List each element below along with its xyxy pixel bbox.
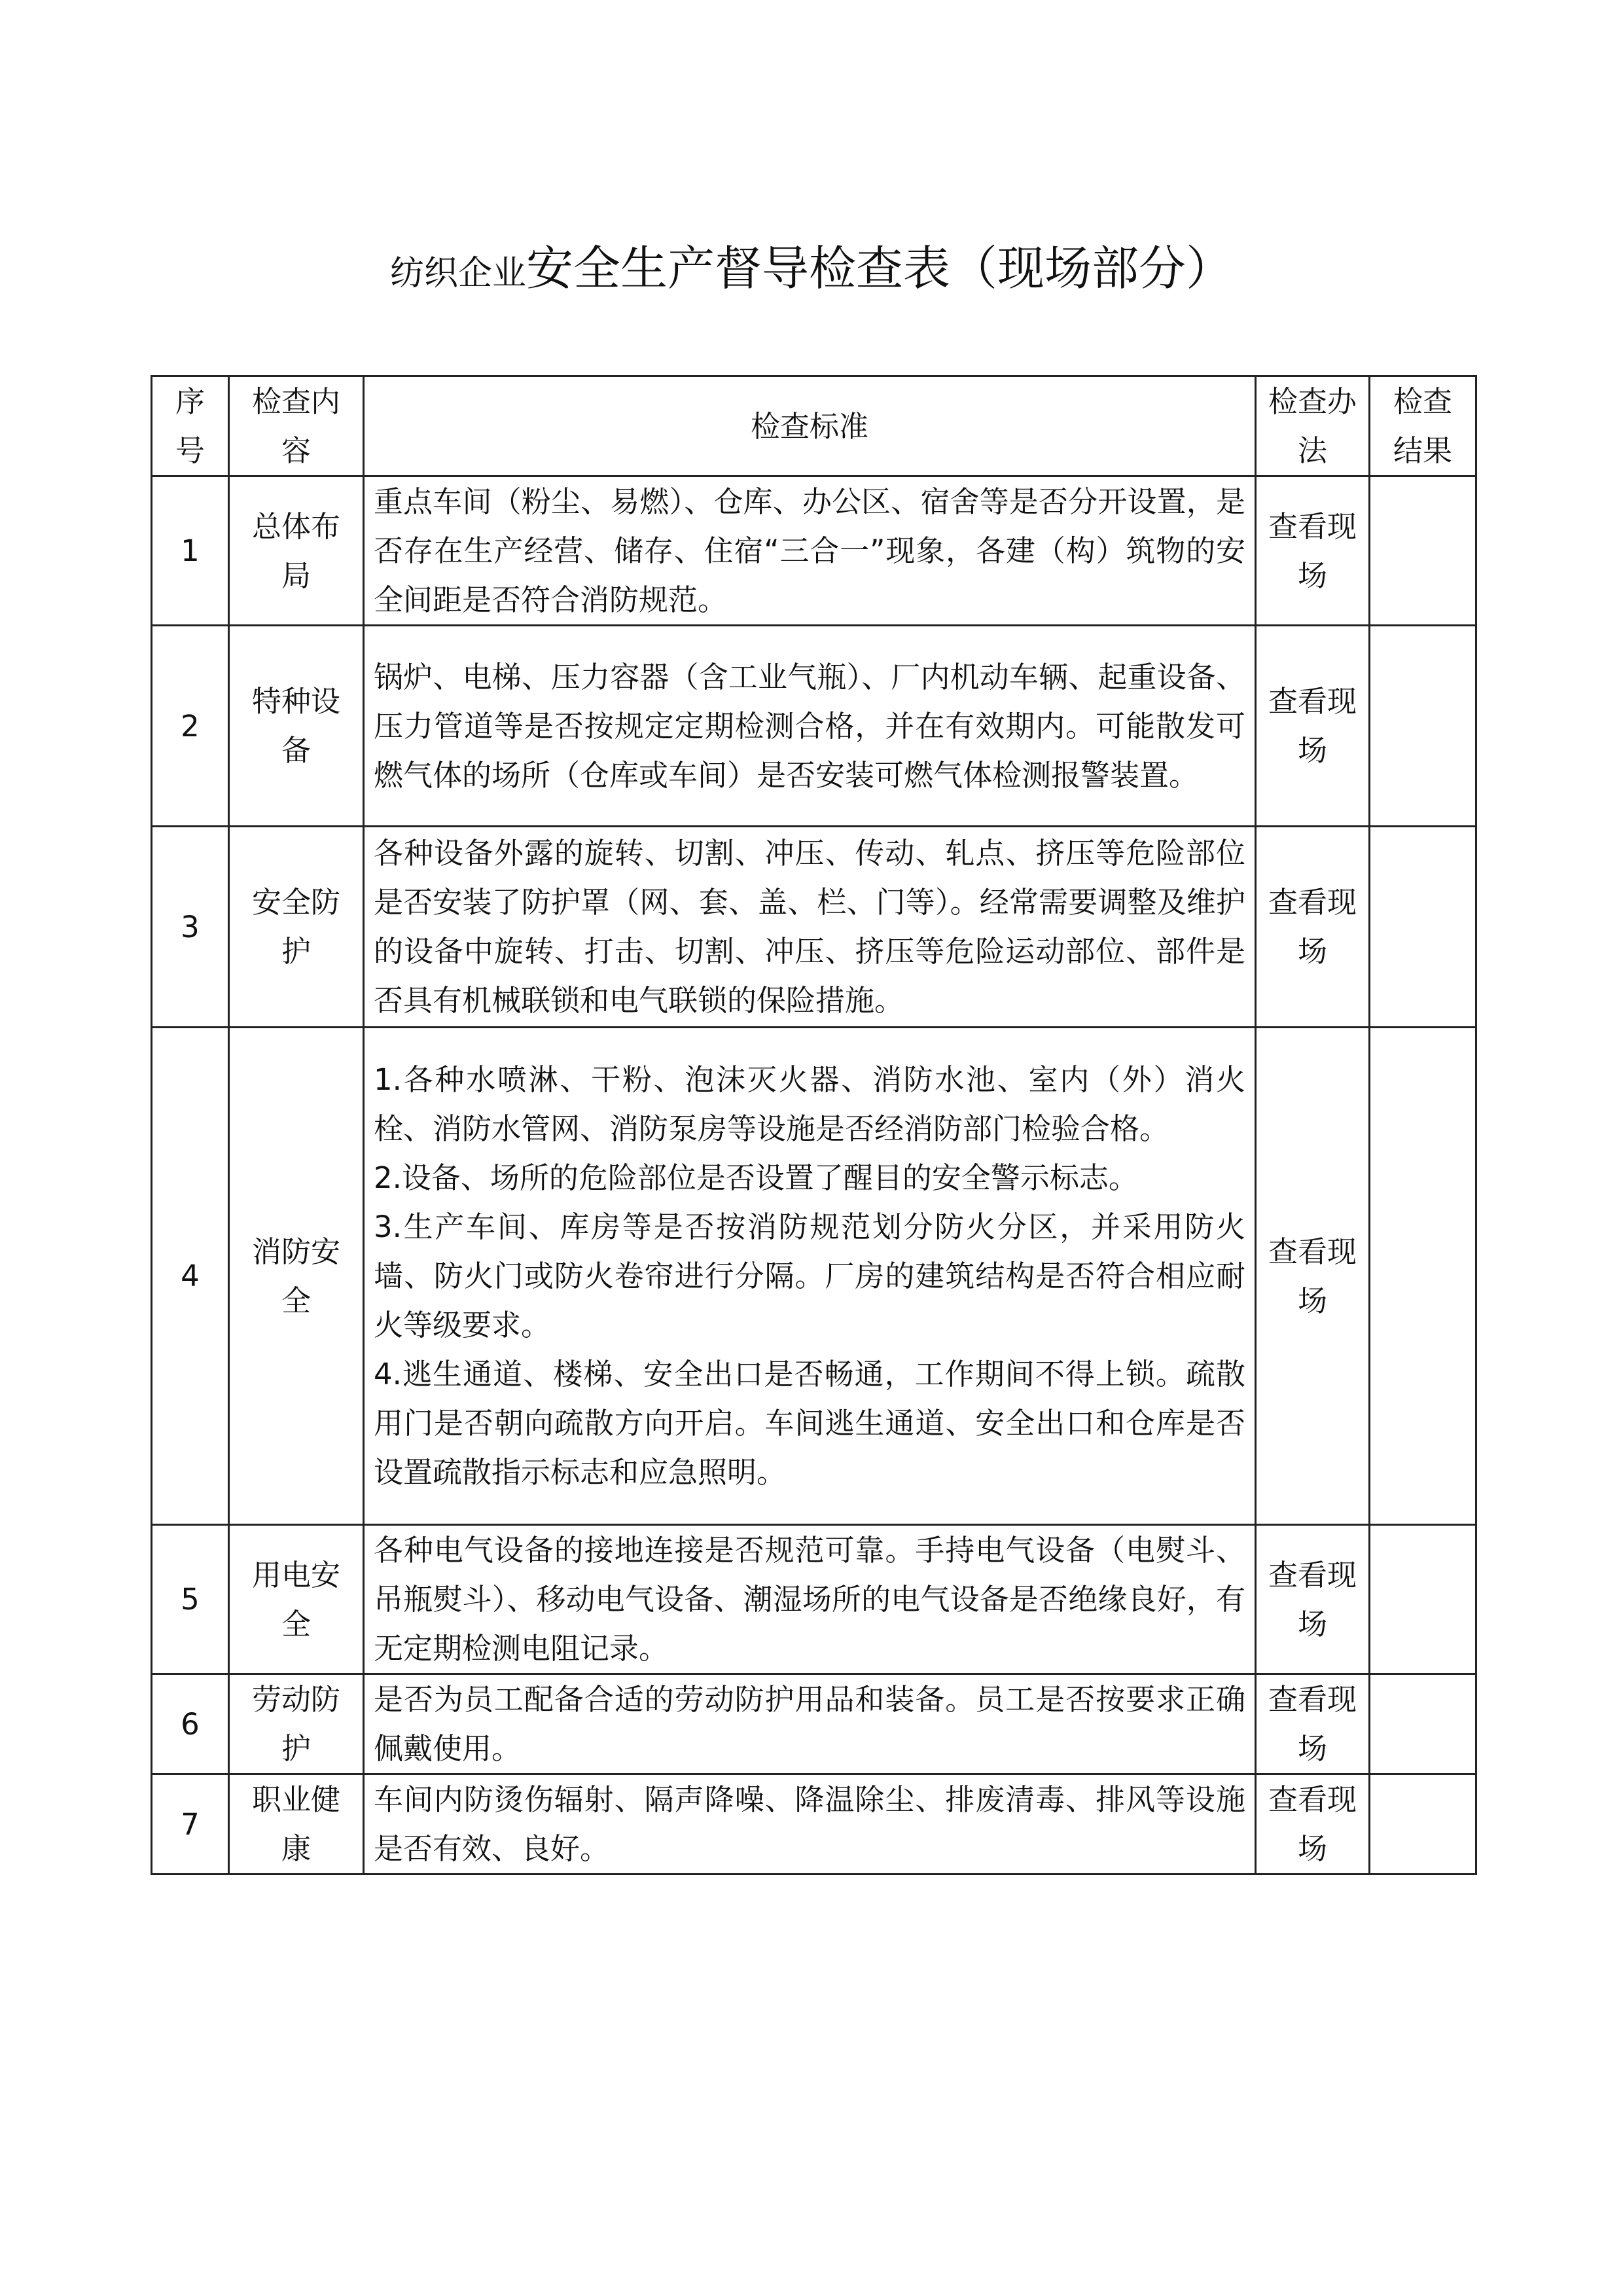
row-item: 用电安全 — [229, 1525, 364, 1674]
row-number: 7 — [152, 1774, 229, 1874]
row-number: 5 — [152, 1525, 229, 1674]
header-item: 检查内容 — [229, 376, 364, 476]
inspection-table — [151, 375, 1477, 1875]
row-result-cell — [1370, 1774, 1476, 1874]
row-standard — [364, 1525, 1256, 1674]
row-result-cell — [1370, 1525, 1476, 1674]
row-standard — [364, 1774, 1256, 1874]
standard-paragraph: 各种电气设备的接地连接是否规范可靠。手持电气设备（电熨斗、吊瓶熨斗）、移动电气设备、潮湿场所的电气设备是否绝缘良好，有无定期检测电阻记录。 — [374, 1533, 1245, 1666]
standard-paragraph: 重点车间（粉尘、易燃）、仓库、办公区、宿舍等是否分开设置，是否存在生产经营、储存、住宿“三合一”现象，各建（构）筑物的安全间距是否符合消防规范。 — [374, 484, 1245, 617]
row-method: 查看现场 — [1256, 1525, 1370, 1674]
row-method: 查看现场 — [1256, 827, 1370, 1028]
row-method: 查看现场 — [1256, 476, 1370, 626]
row-number: 3 — [152, 827, 229, 1028]
header-method: 检查办法 — [1256, 376, 1370, 476]
row-method: 查看现场 — [1256, 1028, 1370, 1525]
table-row — [152, 626, 1476, 827]
table-row — [152, 1525, 1476, 1674]
standard-paragraph: 3.生产车间、库房等是否按消防规范划分防火分区，并采用防火墙、防火门或防火卷帘进行分隔。厂房的建筑结构是否符合相应耐火等级要求。 — [374, 1210, 1245, 1342]
row-standard — [364, 1028, 1256, 1525]
row-result-cell — [1370, 1674, 1476, 1774]
row-standard — [364, 1674, 1256, 1774]
table-row — [152, 827, 1476, 1028]
header-result: 检查结果 — [1370, 376, 1476, 476]
title-prefix: 纺织企业 — [389, 254, 526, 293]
row-item: 安全防护 — [229, 827, 364, 1028]
table-row — [152, 1028, 1476, 1525]
document-title — [0, 232, 1623, 304]
standard-paragraph: 车间内防烫伤辐射、隔声降噪、降温除尘、排废清毒、排风等设施是否有效、良好。 — [374, 1782, 1245, 1866]
row-method: 查看现场 — [1256, 1774, 1370, 1874]
row-number: 2 — [152, 626, 229, 827]
row-item: 消防安全 — [229, 1028, 364, 1525]
table-row — [152, 1674, 1476, 1774]
header-no: 序号 — [152, 376, 229, 476]
standard-paragraph: 4.逃生通道、楼梯、安全出口是否畅通，工作期间不得上锁。疏散用门是否朝向疏散方向开启。车间逃生通道、安全出口和仓库是否设置疏散指示标志和应急照明。 — [374, 1357, 1245, 1490]
row-result-cell — [1370, 827, 1476, 1028]
table-row — [152, 1774, 1476, 1874]
row-number: 4 — [152, 1028, 229, 1525]
row-method: 查看现场 — [1256, 626, 1370, 827]
standard-paragraph: 锅炉、电梯、压力容器（含工业气瓶）、厂内机动车辆、起重设备、压力管道等是否按规定定期检测合格，并在有效期内。可能散发可燃气体的场所（仓库或车间）是否安装可燃气体检测报警装置。 — [374, 659, 1245, 793]
row-standard — [364, 827, 1256, 1028]
header-row — [152, 376, 1476, 476]
row-item: 总体布局 — [229, 476, 364, 626]
row-result-cell — [1370, 476, 1476, 626]
standard-paragraph: 2.设备、场所的危险部位是否设置了醒目的安全警示标志。 — [374, 1160, 1138, 1195]
standard-paragraph: 是否为员工配备合适的劳动防护用品和装备。员工是否按要求正确佩戴使用。 — [374, 1682, 1245, 1766]
row-method: 查看现场 — [1256, 1674, 1370, 1774]
title-main: 安全生产督导检查表（现场部分） — [526, 241, 1234, 296]
row-number: 6 — [152, 1674, 229, 1774]
row-item: 特种设备 — [229, 626, 364, 827]
header-standard: 检查标准 — [364, 376, 1256, 476]
standard-paragraph: 1.各种水喷淋、干粉、泡沫灭火器、消防水池、室内（外）消火栓、消防水管网、消防泵房等设施是否经消防部门检验合格。 — [374, 1062, 1245, 1146]
row-number: 1 — [152, 476, 229, 626]
row-result-cell — [1370, 626, 1476, 827]
row-item: 劳动防护 — [229, 1674, 364, 1774]
row-standard — [364, 476, 1256, 626]
row-standard — [364, 626, 1256, 827]
table-row — [152, 476, 1476, 626]
standard-paragraph: 各种设备外露的旋转、切割、冲压、传动、轧点、挤压等危险部位是否安装了防护罩（网、套、盖、栏、门等）。经常需要调整及维护的设备中旋转、打击、切割、冲压、挤压等危险运动部位、部件是否具有机械联锁和电气联锁的保险措施。 — [374, 836, 1245, 1018]
row-result-cell — [1370, 1028, 1476, 1525]
row-item: 职业健康 — [229, 1774, 364, 1874]
